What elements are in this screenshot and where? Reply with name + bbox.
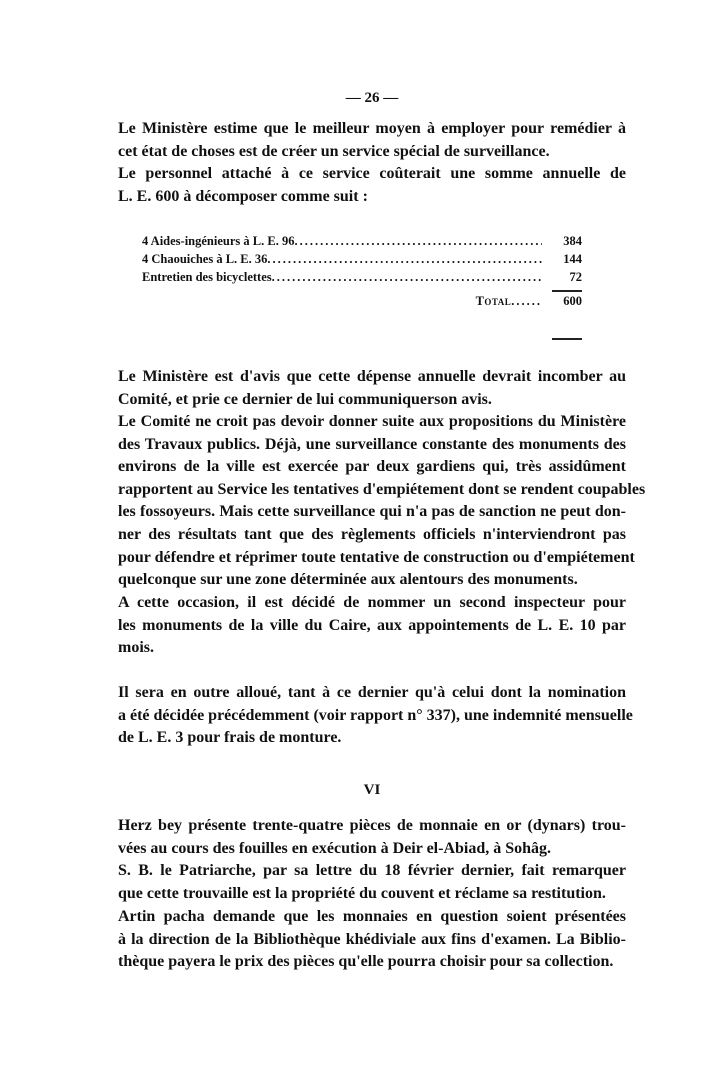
leader-dots (267, 252, 542, 267)
text-line: Comité, et prie ce dernier de lui communiquerson avis. (118, 390, 492, 408)
row-label: 4 Chaouiches à L. E. 36 (142, 252, 268, 266)
row-amount: 72 (569, 270, 582, 284)
paragraph-9 (118, 906, 626, 974)
text-line: L. E. 600 à décomposer comme suit : (118, 187, 368, 205)
text-line: mois. (118, 639, 154, 657)
text-line: que cette trouvaille est la propriété du couvent et réclame sa restitution. (118, 884, 606, 902)
page-number: — 26 — (345, 90, 399, 106)
text-line: Le Ministère est d'avis que cette dépense annuelle devrait incomber au (118, 368, 626, 385)
paragraph-4 (118, 411, 646, 592)
text-line: Artin pacha demande que les monnaies en question soient présentées (118, 908, 626, 925)
paragraph-3 (118, 366, 626, 411)
text-line: cet état de choses est de créer un service spécial de surveillance. (118, 142, 550, 160)
text-line: vées au cours des fouilles en exécution à Deir el-Abiad, à Sohâg. (118, 839, 552, 857)
total-amount: 600 (563, 294, 582, 308)
row-amount: 144 (563, 252, 582, 266)
paragraph-8 (118, 860, 626, 905)
total-row (142, 294, 582, 314)
text-line: thèque payera le prix des pièces qu'elle pourra choisir pour sa collection. (118, 953, 614, 971)
text-line: Le Ministère estime que le meilleur moyen à employer pour remédier à (118, 120, 626, 137)
total-dots: ...... (511, 294, 542, 308)
table-row (142, 252, 582, 270)
row-amount: 384 (563, 234, 582, 248)
text-line: à la direction de la Bibliothèque khédiviale aux fins d'examen. La Biblio- (118, 930, 626, 948)
sum-rule (552, 290, 582, 292)
paragraph-6 (118, 682, 633, 750)
text-line: a été décidée précédemment (voir rapport n° 337), une indemnité mensuelle (118, 706, 633, 724)
total-label: Total (475, 294, 512, 308)
section-heading: VI (363, 782, 381, 798)
text-line: ner des résultats tant que des règlements officiels n'interviendront pas (118, 525, 626, 543)
text-line: pour défendre et réprimer toute tentative de construction ou d'empiétement (118, 548, 635, 566)
table-row (142, 234, 582, 252)
paragraph-5 (118, 592, 626, 660)
text-line: Il sera en outre alloué, tant à ce dernier qu'à celui dont la nomination (118, 684, 626, 701)
text-line: les monuments de la ville du Caire, aux appointements de L. E. 10 par (118, 616, 626, 634)
text-line: les fossoyeurs. Mais cette surveillance qui n'a pas de sanction ne peut don- (118, 503, 626, 521)
text-line: Herz bey présente trente-quatre pièces de monnaie en or (dynars) trou- (118, 817, 626, 834)
text-line: des Travaux publics. Déjà, une surveillance constante des monuments des (118, 435, 626, 453)
row-label: 4 Aides-ingénieurs à L. E. 96 (142, 234, 295, 248)
text-line: rapportent au Service les tentatives d'empiétement dont se rendent coupables (118, 480, 646, 498)
total-rule (552, 338, 582, 340)
paragraph-2 (118, 163, 626, 208)
text-line: quelconque sur une zone déterminée aux alentours des monuments. (118, 571, 578, 589)
table-row (142, 270, 582, 288)
text-line: S. B. le Patriarche, par sa lettre du 18 février dernier, fait remarquer (118, 862, 626, 879)
text-line: Le Comité ne croit pas devoir donner suite aux propositions du Ministère (118, 413, 626, 430)
text-line: environs de la ville est exercée par deux gardiens qui, très assidûment (118, 458, 626, 476)
text-line: de L. E. 3 pour frais de monture. (118, 729, 342, 747)
text-line: A cette occasion, il est décidé de nommer un second inspecteur pour (118, 594, 626, 611)
budget-table (142, 234, 582, 314)
text-line: Le personnel attaché à ce service coûterait une somme annuelle de (118, 165, 626, 182)
paragraph-1 (118, 118, 626, 163)
paragraph-7 (118, 815, 626, 860)
leader-dots (272, 270, 542, 285)
row-label: Entretien des bicyclettes (142, 270, 272, 284)
leader-dots (294, 234, 542, 249)
